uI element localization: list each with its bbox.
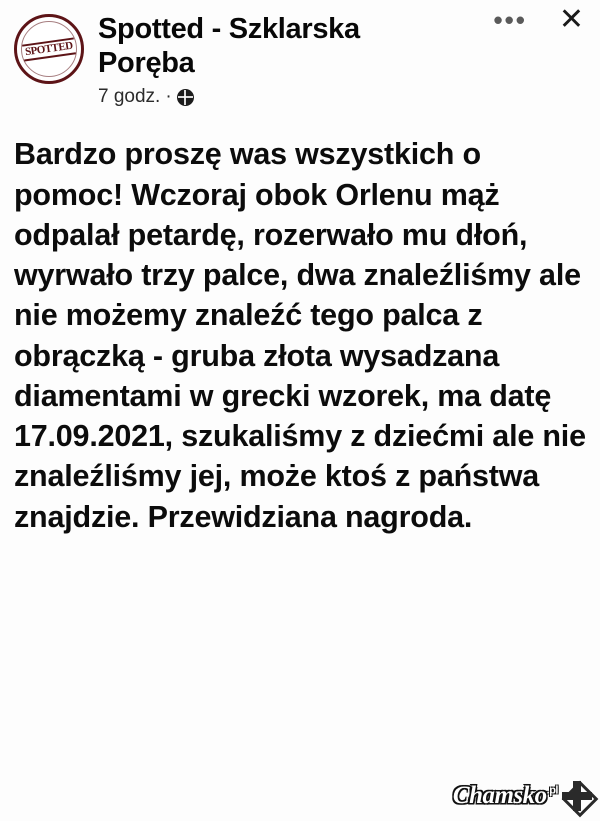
page-title[interactable]: Spotted - Szklarska Poręba [98,13,360,80]
close-icon[interactable]: ✕ [558,2,584,37]
watermark [453,781,592,811]
meta-separator: · [165,86,172,108]
post-body-text: Bardzo proszę was wszystkich o pomoc! Wczoraj obok Orlenu mąż odpalał petardę, rozerwało mu dłoń, wyrwało trzy palce, dwa znaleźliśmy ale nie możemy znaleźć tego palca z obrączką - gruba złota wysadzana diamentami w grecki wzorek, ma datę 17.09.2021, szukaliśmy z dziećmi ale nie znaleźliśmy jej, może ktoś z państwa znajdzie. Przewidziana nagroda. [14,137,586,534]
post-header-controls [492,2,588,37]
globe-icon[interactable] [177,89,194,106]
spotted-stamp-logo: SPOTTED [22,37,76,61]
cross-diamond-mark-icon [562,781,592,811]
avatar[interactable] [14,14,84,84]
watermark-suffix: .pl [546,784,558,797]
ellipsis-icon[interactable]: ••• [493,5,527,35]
post-header [0,0,600,108]
watermark-text: Chamsko [452,782,547,809]
post-meta [98,86,586,108]
post-timestamp[interactable]: 7 godz. [98,86,161,108]
watermark-label [453,782,558,810]
